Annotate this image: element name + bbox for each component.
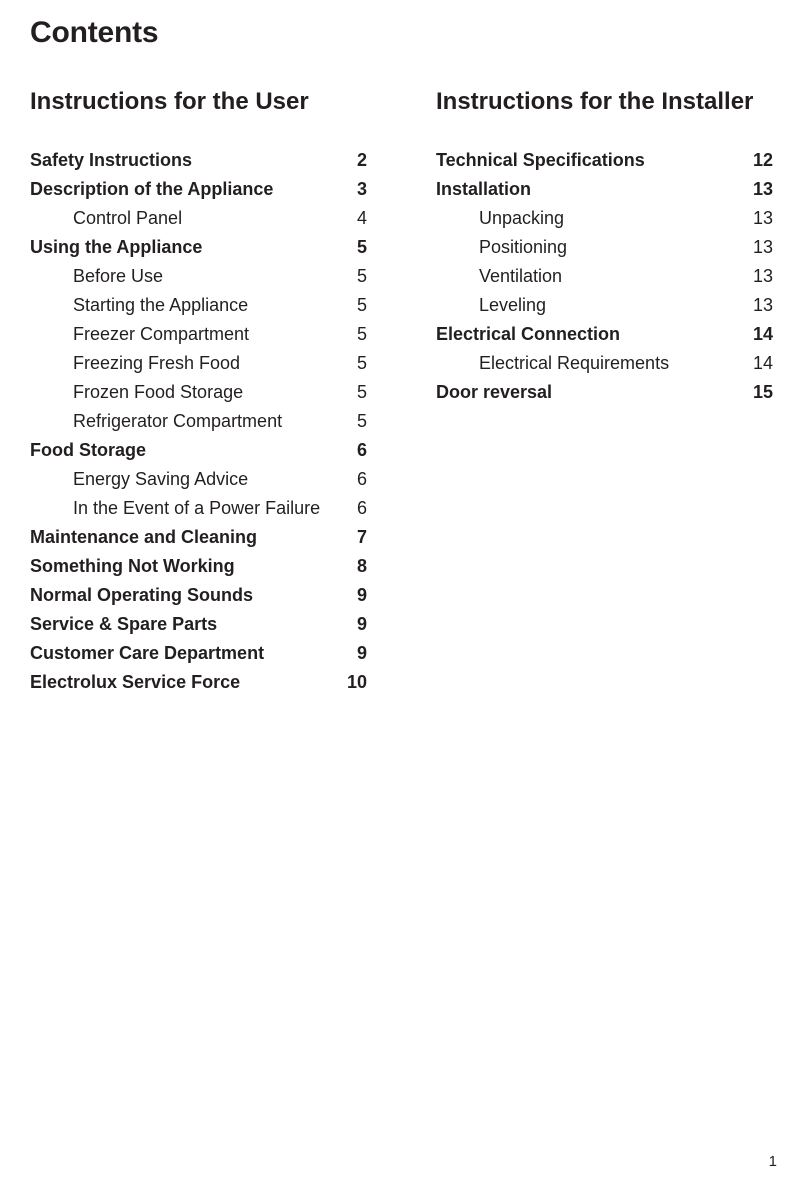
toc-entry-title: Using the Appliance — [30, 237, 203, 257]
page-number: 1 — [768, 1153, 777, 1170]
toc-entry-title: Electrical Connection — [436, 324, 621, 344]
toc-entry-title: Safety Instructions — [30, 150, 193, 170]
toc-subentry — [30, 204, 367, 233]
toc-subentry — [30, 465, 367, 494]
toc-entry-page: 13 — [752, 237, 773, 257]
toc-entry-page: 6 — [356, 498, 367, 518]
toc-subentry — [30, 378, 367, 407]
installer-toc-list — [436, 146, 773, 407]
toc-entry-title: Freezing Fresh Food — [73, 353, 241, 373]
toc-entry-title: Electrolux Service Force — [30, 672, 241, 692]
toc-entry-title: In the Event of a Power Failure — [73, 498, 321, 518]
toc-entry-page: 15 — [752, 382, 773, 402]
toc-entry-title: Energy Saving Advice — [73, 469, 249, 489]
toc-entry-title: Door reversal — [436, 382, 553, 402]
toc-entry-page: 6 — [356, 440, 367, 460]
toc-entry-title: Maintenance and Cleaning — [30, 527, 258, 547]
toc-entry — [30, 436, 367, 465]
toc-subentry — [436, 262, 773, 291]
toc-entry — [30, 175, 367, 204]
toc-entry-title: Starting the Appliance — [73, 295, 249, 315]
toc-entry-page: 2 — [356, 150, 367, 170]
toc-entry-page: 4 — [356, 208, 367, 228]
toc-subentry — [30, 494, 367, 523]
toc-subentry — [436, 233, 773, 262]
toc-subentry — [436, 291, 773, 320]
toc-entry-title: Positioning — [479, 237, 568, 257]
toc-entry-page: 5 — [356, 382, 367, 402]
toc-entry — [30, 610, 367, 639]
user-instructions-heading: Instructions for the User — [30, 88, 309, 115]
toc-entry — [30, 233, 367, 262]
toc-entry-title: Service & Spare Parts — [30, 614, 218, 634]
toc-entry-title: Freezer Compartment — [73, 324, 250, 344]
toc-entry-page: 7 — [356, 527, 367, 547]
toc-entry-page: 9 — [356, 643, 367, 663]
toc-entry-title: Unpacking — [479, 208, 565, 228]
toc-entry — [30, 581, 367, 610]
toc-entry-title: Frozen Food Storage — [73, 382, 244, 402]
toc-entry-page: 6 — [356, 469, 367, 489]
toc-entry-title: Before Use — [73, 266, 164, 286]
toc-entry-title: Normal Operating Sounds — [30, 585, 254, 605]
toc-entry — [30, 552, 367, 581]
toc-entry-page: 13 — [752, 179, 773, 199]
toc-entry-page: 10 — [346, 672, 367, 692]
toc-entry-page: 9 — [356, 585, 367, 605]
toc-entry-page: 5 — [356, 295, 367, 315]
toc-entry-title: Technical Specifications — [436, 150, 645, 170]
toc-entry-page: 5 — [356, 324, 367, 344]
toc-entry — [436, 146, 773, 175]
installer-instructions-heading: Instructions for the Installer — [436, 88, 754, 115]
toc-subentry — [436, 349, 773, 378]
toc-entry-title: Customer Care Department — [30, 643, 265, 663]
toc-entry — [30, 639, 367, 668]
toc-entry-title: Control Panel — [73, 208, 183, 228]
user-toc-list — [30, 146, 367, 697]
page-title: Contents — [30, 16, 159, 49]
toc-entry-page: 5 — [356, 237, 367, 257]
toc-entry-title: Something Not Working — [30, 556, 235, 576]
toc-entry-page: 13 — [752, 208, 773, 228]
toc-entry-page: 5 — [356, 266, 367, 286]
toc-entry-page: 8 — [356, 556, 367, 576]
toc-entry-page: 3 — [356, 179, 367, 199]
toc-subentry — [436, 204, 773, 233]
toc-entry-title: Ventilation — [479, 266, 563, 286]
toc-entry — [30, 668, 367, 697]
toc-entry — [436, 378, 773, 407]
toc-subentry — [30, 291, 367, 320]
toc-entry — [436, 320, 773, 349]
toc-entry-page: 13 — [752, 295, 773, 315]
toc-entry — [30, 146, 367, 175]
toc-entry-title: Installation — [436, 179, 532, 199]
toc-subentry — [30, 407, 367, 436]
toc-entry-page: 5 — [356, 353, 367, 373]
toc-entry — [30, 523, 367, 552]
toc-entry-title: Refrigerator Compartment — [73, 411, 283, 431]
toc-subentry — [30, 262, 367, 291]
toc-entry-page: 14 — [752, 324, 773, 344]
user-instructions-section — [30, 84, 367, 692]
toc-entry-page: 5 — [356, 411, 367, 431]
toc-entry-title: Leveling — [479, 295, 547, 315]
toc-entry-page: 14 — [752, 353, 773, 373]
toc-entry — [436, 175, 773, 204]
toc-entry-page: 13 — [752, 266, 773, 286]
toc-entry-page: 12 — [752, 150, 773, 170]
toc-entry-page: 9 — [356, 614, 367, 634]
toc-subentry — [30, 349, 367, 378]
toc-entry-title: Description of the Appliance — [30, 179, 274, 199]
toc-entry-title: Food Storage — [30, 440, 146, 460]
toc-entry-title: Electrical Requirements — [479, 353, 670, 373]
installer-instructions-section — [436, 84, 773, 402]
toc-subentry — [30, 320, 367, 349]
